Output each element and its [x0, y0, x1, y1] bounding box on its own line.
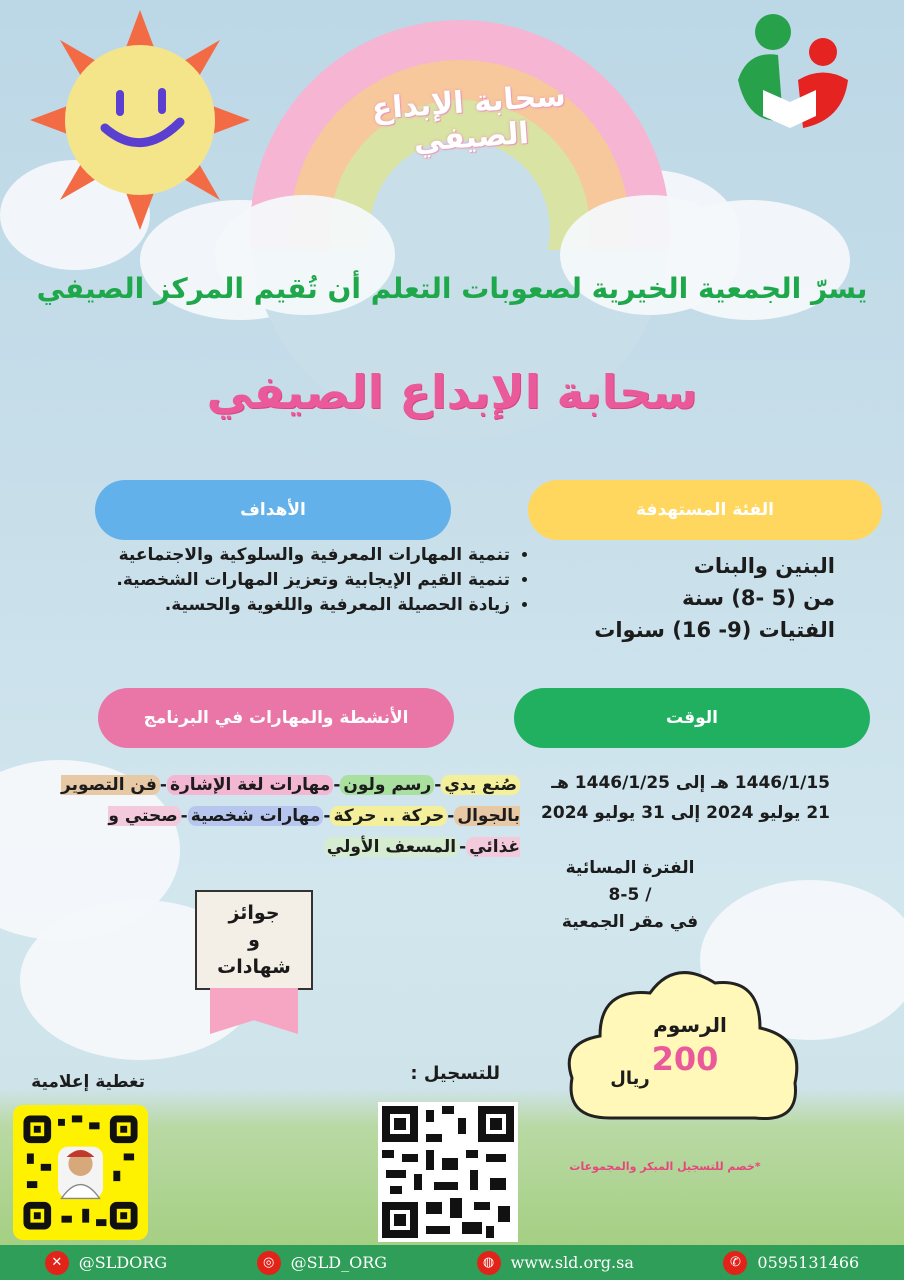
footer-x[interactable] [45, 1251, 167, 1275]
time-pill [514, 688, 870, 748]
activities-list: صُنع يدي-رسم ولون-مهارات لغة الإشارة-فن التصوير بالجوال-حركة .. حركة-مهارات شخصية-صحتي و غذائي-المسعف الأولي [61, 775, 520, 857]
time-gregorian: 21 يوليو 2024 إلى 31 يوليو 2024 [541, 803, 830, 823]
fee-amount: 200 [651, 1040, 719, 1078]
instagram-handle: @SLD_ORG [290, 1253, 388, 1272]
footer-website[interactable] [477, 1251, 634, 1275]
smiling-sun-icon [30, 10, 250, 230]
badge-ribbon [210, 988, 298, 1034]
footer-bar [0, 1245, 904, 1280]
time-label: الوقت [666, 708, 718, 728]
phone-icon: ✆ [723, 1251, 747, 1275]
footer-phone[interactable] [723, 1251, 859, 1275]
program-title: سحابة الإبداع الصيفي [206, 365, 698, 419]
activity-item: مهارات لغة الإشارة [167, 775, 333, 795]
register-qr-code-icon[interactable] [378, 1102, 518, 1242]
target-group-text [540, 550, 835, 646]
register-label: للتسجيل : [410, 1063, 500, 1084]
footer-instagram[interactable] [257, 1251, 387, 1275]
target-line: البنين والبنات [693, 554, 835, 578]
target-line: من (5 -8) سنة [682, 586, 835, 610]
activity-item: حركة .. حركة [330, 806, 447, 826]
goal-item: • زيادة الحصيلة المعرفية واللغوية والحسية. [40, 593, 510, 618]
time-hijri: 1446/1/15 هـ إلى 1446/1/25 هـ [551, 773, 830, 793]
x-icon: ✕ [45, 1251, 69, 1275]
activity-item: فن التصوير بالجوال [61, 775, 520, 826]
instagram-icon: ◎ [257, 1251, 281, 1275]
activities-label: الأنشطة والمهارات في البرنامج [143, 708, 409, 728]
media-qr-code-icon[interactable] [20, 1112, 141, 1233]
target-group-label: الفئة المستهدفة [636, 500, 774, 520]
x-handle: @SLDORG [78, 1253, 168, 1272]
discount-note: *خصم للتسجيل المبكر والمجموعات [569, 1160, 761, 1173]
activity-item: المسعف الأولي [324, 837, 459, 857]
phone-number: 0595131466 [757, 1253, 860, 1272]
fee-currency: ريال [610, 1068, 650, 1089]
goals-label: الأهداف [240, 500, 306, 520]
time-period-text: الفترة المسائية / 5-8 [565, 858, 695, 905]
time-place-text: في مقر الجمعية [561, 912, 699, 932]
fee-label: الرسوم [653, 1013, 727, 1037]
media-label: تغطية إعلامية [31, 1072, 145, 1092]
activity-item: مهارات شخصية [188, 806, 324, 826]
goals-pill [95, 480, 451, 540]
website-url: www.sld.org.sa [510, 1253, 634, 1272]
arch-title: سحابة الإبداع الصيفي [370, 78, 567, 159]
goals-list [40, 543, 530, 618]
globe-icon: ◍ [477, 1251, 501, 1275]
activity-item: صحتي و غذائي [108, 806, 520, 857]
badge-line: شهادات [217, 955, 291, 978]
prizes-badge [195, 890, 313, 990]
association-logo-icon [728, 10, 858, 135]
badge-line: جوائز [228, 901, 280, 924]
target-group-pill [528, 480, 882, 540]
goal-item: • تنمية المهارات المعرفية والسلوكية والاجتماعية [40, 543, 510, 568]
time-period [560, 855, 700, 936]
activities-pill [98, 688, 454, 748]
goal-item: • تنمية القيم الإيجابية وتعزيز المهارات الشخصية. [40, 568, 510, 593]
activity-item: صُنع يدي [441, 775, 520, 795]
target-line: الفتيات (9- 16) سنوات [594, 618, 835, 642]
badge-line: و [248, 928, 260, 951]
time-dates [530, 768, 830, 828]
headline: يسرّ الجمعية الخيرية لصعوبات التعلم أن تُقيم المركز الصيفي [36, 272, 868, 305]
activity-item: رسم ولون [340, 775, 434, 795]
